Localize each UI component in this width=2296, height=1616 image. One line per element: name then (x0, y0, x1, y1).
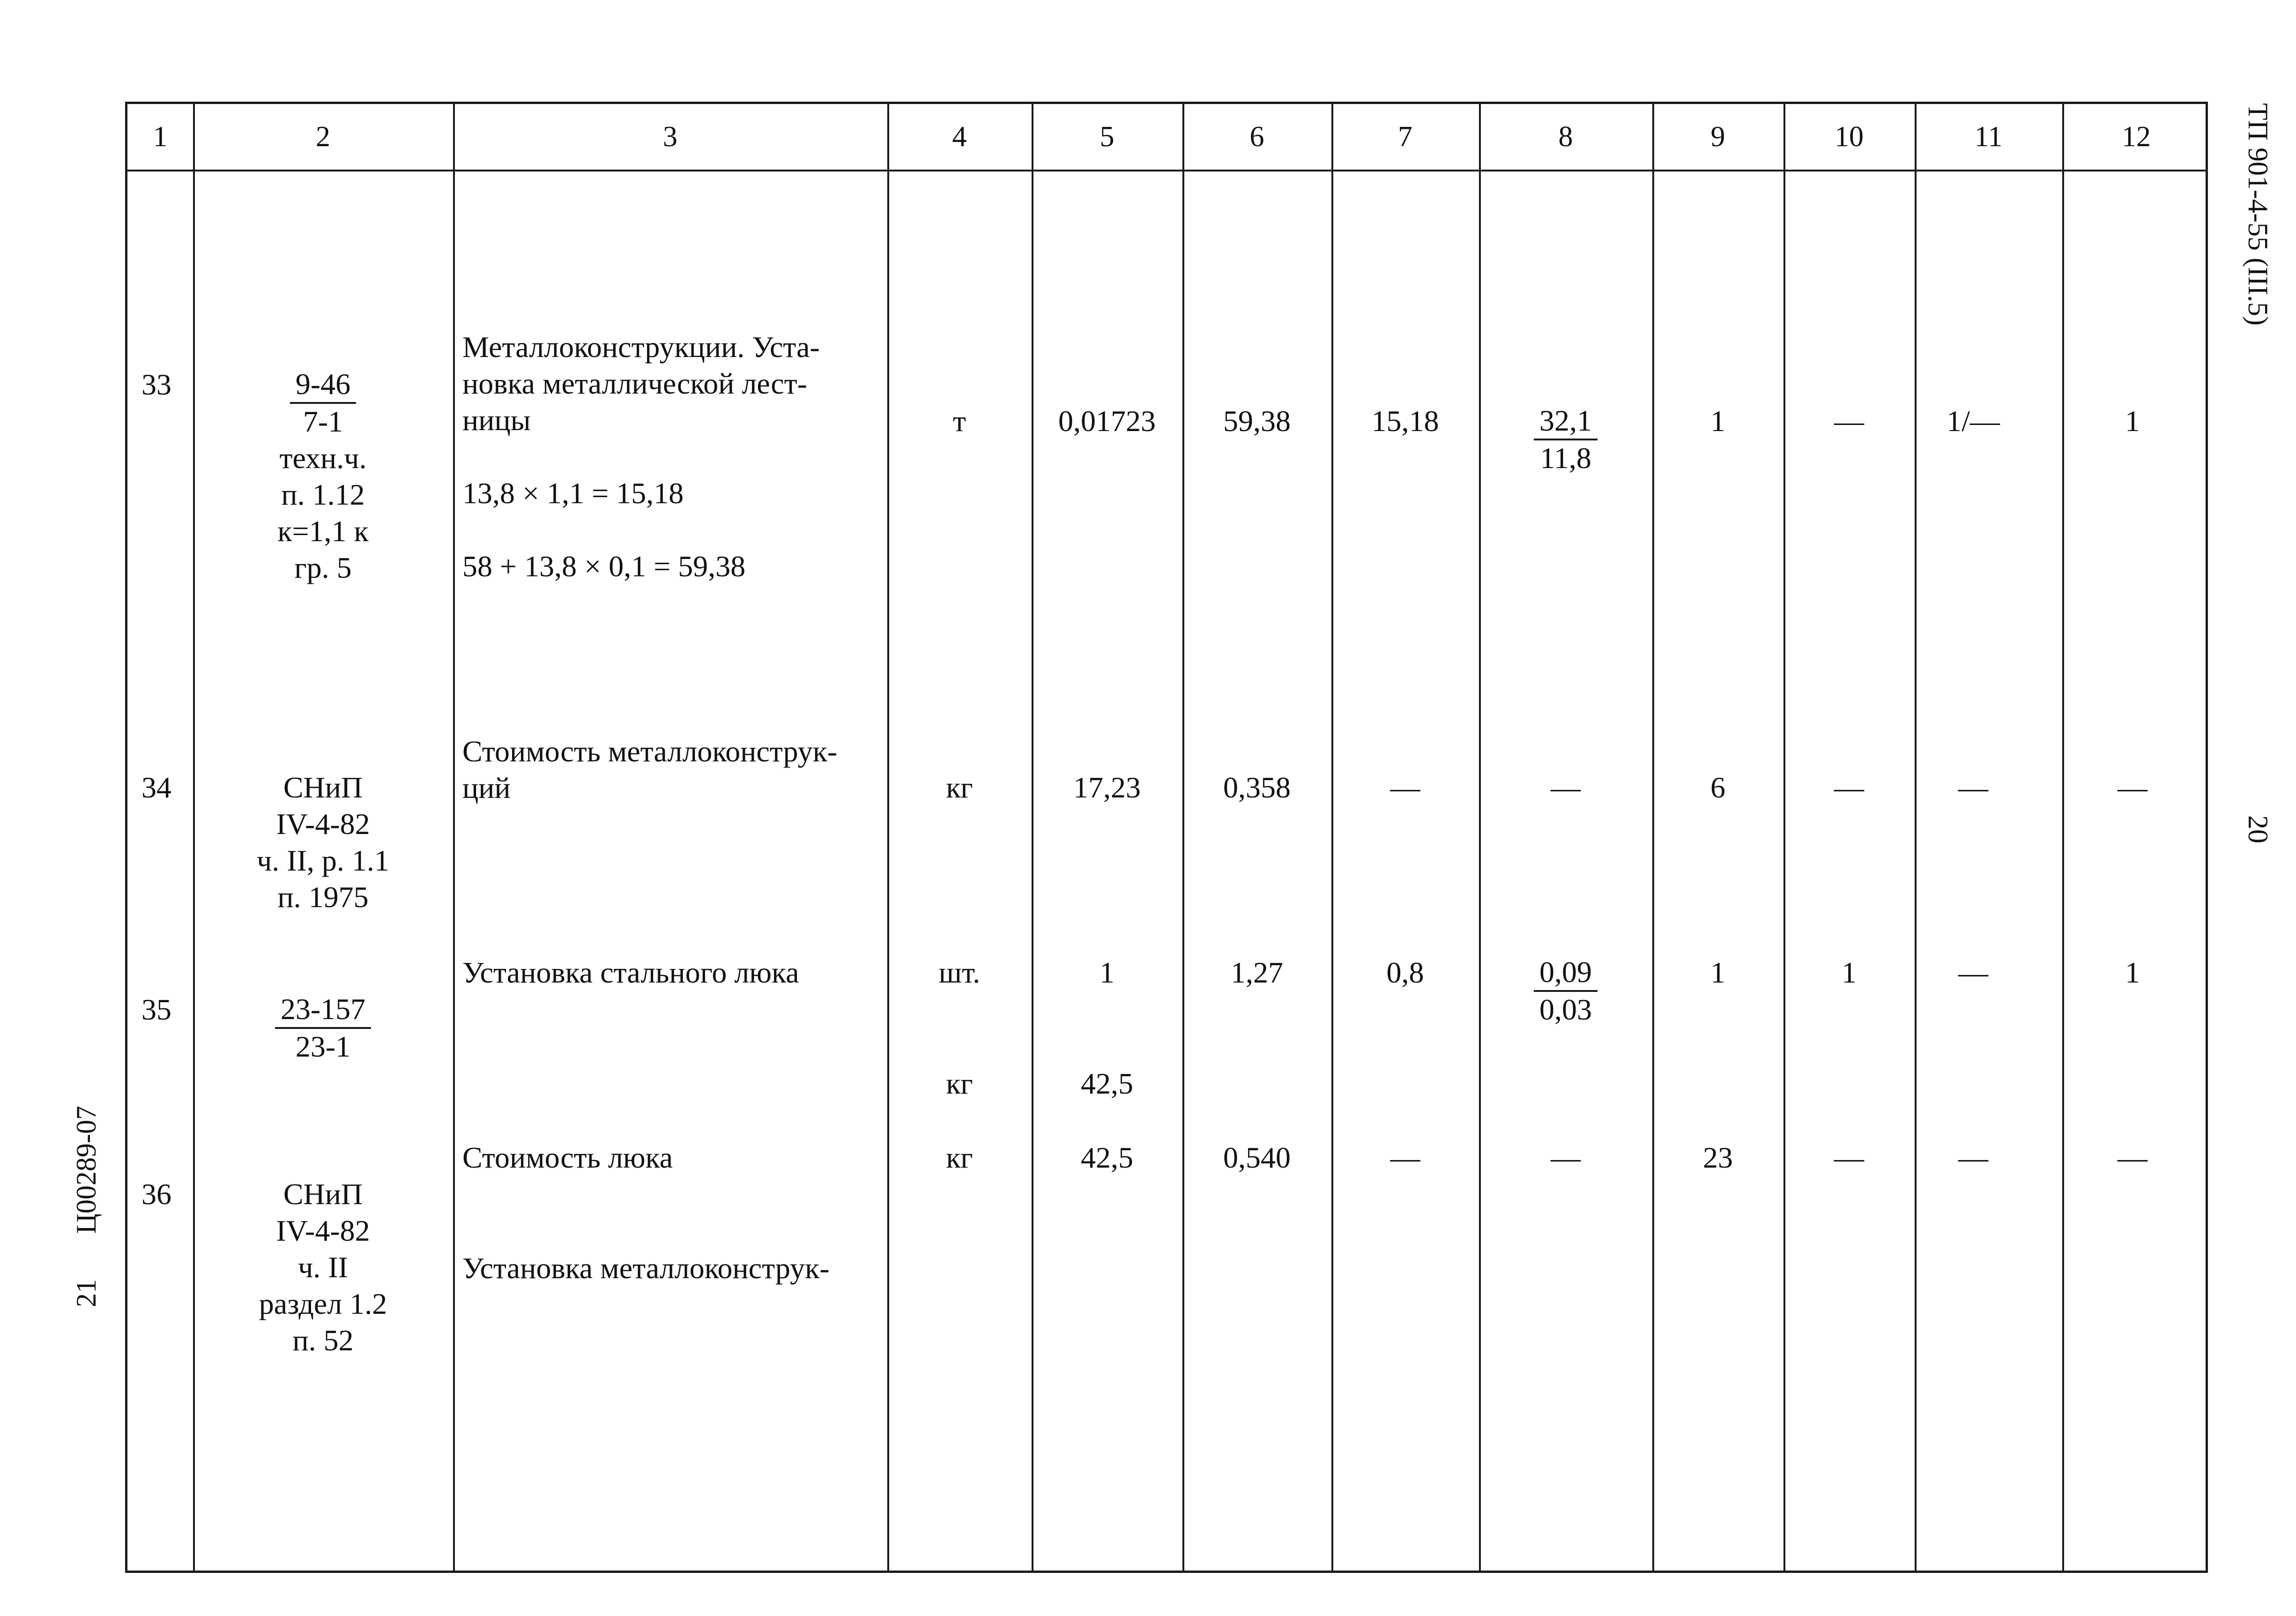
col-9-value: 23 (1703, 1141, 1733, 1174)
col-8-value: — (1551, 1141, 1581, 1174)
col-10-value: — (1834, 1141, 1864, 1174)
norm-fraction: $\frac{23-157}{23-1}$ (275, 991, 371, 1065)
col-8-fraction: $\frac{0,09}{0,03}$ (1479, 954, 1652, 1028)
row-number: 34 (141, 771, 171, 804)
unit: кг (946, 771, 973, 804)
col-10-value: — (1834, 771, 1864, 804)
col-divider (1783, 104, 1785, 1571)
col-6-value: 0,358 (1223, 771, 1291, 804)
archive-code: Ц00289-07 (71, 1106, 102, 1234)
col-divider (453, 104, 455, 1571)
col-6-value: 0,540 (1223, 1141, 1291, 1174)
page-number: 20 (2243, 815, 2274, 843)
norm-reference: СНиП IV-4-82 ч. II, р. 1.1 п. 1975 (257, 771, 389, 914)
header-col-12: 12 (2122, 120, 2151, 153)
col-divider (887, 104, 889, 1571)
norm-reference: СНиП IV-4-82 ч. II раздел 1.2 п. 52 (259, 1177, 387, 1357)
quantity: 1 (1100, 956, 1115, 989)
header-col-3: 3 (663, 120, 677, 153)
col-11-value: — (1958, 771, 1988, 804)
work-description-continued: Установка металлоконструк- (462, 1251, 830, 1285)
col-divider (1479, 104, 1481, 1571)
col-8-value: — (1551, 771, 1581, 804)
header-col-11: 11 (1974, 120, 2003, 153)
col-12-value: 1 (2125, 956, 2140, 989)
quantity: 42,5 (1081, 1141, 1133, 1174)
header-col-1: 1 (153, 120, 168, 153)
header-col-7: 7 (1398, 120, 1412, 153)
header-col-9: 9 (1710, 120, 1725, 153)
col-9-value: 1 (1710, 956, 1725, 989)
quantity-secondary: 42,5 (1081, 1067, 1133, 1100)
col-11-value: — (1958, 1141, 1988, 1174)
col-divider (1182, 104, 1184, 1571)
col-divider (1331, 104, 1333, 1571)
archive-page-number: 21 (71, 1279, 102, 1307)
work-description: Стоимость люка (462, 1141, 673, 1174)
header-col-4: 4 (952, 120, 967, 153)
col-10-value: — (1834, 404, 1864, 438)
col-divider (2062, 104, 2064, 1571)
unit-secondary: кг (946, 1067, 973, 1100)
work-description: Металлоконструкции. Уста- новка металлической лест- ницы 13,8 × 1,1 = 15,18 58 + 13,8 × 0,1 = 59,38 (462, 330, 820, 583)
row-number: 36 (141, 1177, 171, 1211)
header-col-8: 8 (1558, 120, 1573, 153)
row-number: 35 (141, 993, 171, 1026)
col-9-value: 1 (1710, 404, 1725, 438)
document-code-title: ТП 901-4-55 (III.5) (2243, 103, 2274, 326)
col-11-value: 1/— (1947, 404, 2000, 438)
header-divider (127, 170, 2206, 171)
col-8-fraction: $\frac{32,1}{11,8}$ (1479, 403, 1652, 477)
col-divider (1915, 104, 1917, 1571)
row-number: 33 (141, 368, 171, 401)
col-7-value: — (1390, 771, 1420, 804)
norm-reference: $\frac{9-46}{7-1}$ техн.ч. п. 1.12 к=1,1 к гр. 5 (277, 367, 369, 584)
estimate-table (125, 102, 2208, 1573)
work-description: Стоимость металлоконструк- ций (462, 735, 838, 804)
work-description: Установка стального люка (462, 956, 799, 989)
col-12-value: — (2118, 1141, 2147, 1174)
header-col-5: 5 (1100, 120, 1115, 153)
col-divider (1032, 104, 1033, 1571)
col-11-value: — (1958, 956, 1988, 989)
col-6-value: 59,38 (1223, 404, 1291, 438)
col-12-value: 1 (2125, 404, 2140, 438)
header-col-10: 10 (1835, 120, 1864, 153)
col-7-value: 15,18 (1371, 404, 1439, 438)
col-7-value: — (1390, 1141, 1420, 1174)
col-7-value: 0,8 (1386, 956, 1424, 989)
header-col-6: 6 (1249, 120, 1264, 153)
unit: т (953, 404, 966, 438)
col-9-value: 6 (1710, 771, 1725, 804)
col-6-value: 1,27 (1231, 956, 1283, 989)
col-12-value: — (2118, 771, 2147, 804)
col-divider (1652, 104, 1654, 1571)
header-col-2: 2 (316, 120, 330, 153)
col-10-value: 1 (1842, 956, 1857, 989)
quantity: 0,01723 (1058, 404, 1156, 438)
norm-fraction: $\frac{9-46}{7-1}$ (290, 366, 356, 439)
quantity: 17,23 (1073, 771, 1141, 804)
norm-reference (193, 991, 453, 1065)
unit: шт. (938, 956, 981, 989)
unit: кг (946, 1141, 973, 1174)
